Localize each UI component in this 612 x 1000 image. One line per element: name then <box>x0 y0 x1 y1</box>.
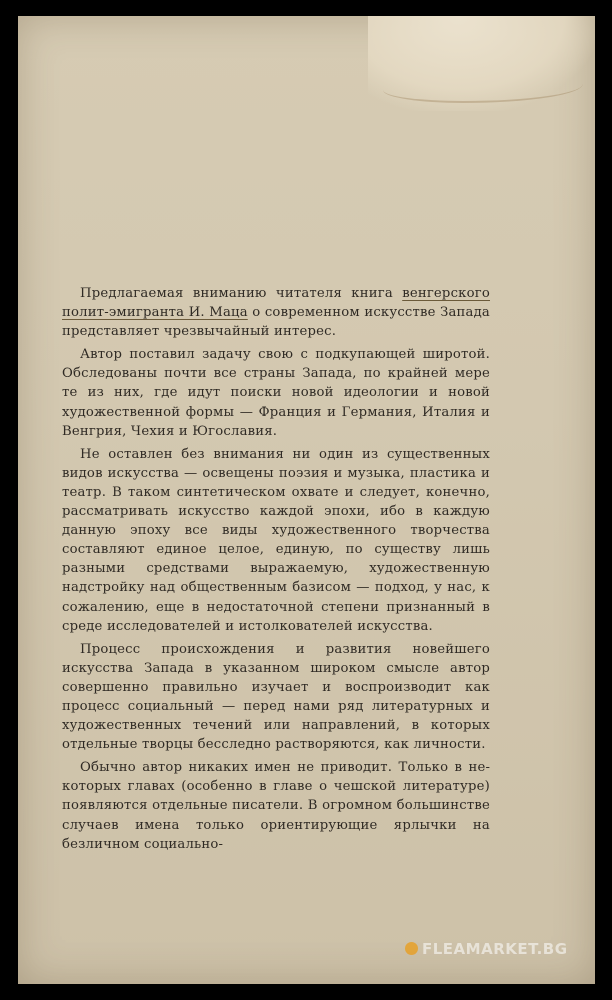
text-span: Обычно автор никаких имен не приводит. Только в некоторых главах (особенно в главе о чешской литературе) появляются отдельные писатели. В огромном большинстве случаев имена только ориентирующие ярлычки на безличном социально- <box>62 760 490 852</box>
paragraph-1 <box>62 284 490 341</box>
underlined-author: венгерского полит-эмигранта И. Маца <box>62 286 490 321</box>
watermark <box>405 940 568 958</box>
watermark-logo-icon <box>405 942 418 955</box>
text-span: о современном искусстве Запада представляет чрезвычайный интерес. <box>62 305 490 340</box>
book-page <box>18 16 595 984</box>
watermark-text: FLEAMARKET.BG <box>422 940 568 958</box>
text-span: Не оставлен без внимания ни один из существенных видов искусства — освещены поэзия и музыка, пластика и театр. В таком синтетическом охвате и следует, конечно, рассматривать искусство каждой эпохи, ибо в каждую данную эпоху все виды художественного творчества составляют единое целое, единую, по существу лишь разными средствами выражаемую, художественную надстройку над общественным базисом — подход, у нас, к сожалению, еще в недостаточной степени признанный в среде исследователей и истолкователей искусства. <box>62 446 490 634</box>
text-span: Автор поставил задачу свою с подкупающей широтой. Обследованы почти все страны Запада, по крайней мере те из них, где идут поиски новой идеологии и новой художественной формы — Франция и Германия, Италия и Венгрия, Чехия и Югославия. <box>62 347 490 439</box>
text-span: Предлагаемая вниманию читателя книга <box>80 286 403 301</box>
paragraph-4 <box>62 640 490 755</box>
preface-text <box>62 284 490 858</box>
paragraph-2 <box>62 345 490 440</box>
paragraph-3 <box>62 445 490 636</box>
text-span: Процесс происхождения и развития новейшего искусства Запада в указанном широком смысле автор совершенно правильно изучает и воспроизводит как процесс социальный — перед нами ряд литературных и художественных течений или направлений, в которых отдельные творцы бесследно растворяются, как личности. <box>62 641 490 753</box>
paragraph-5 <box>62 758 490 853</box>
